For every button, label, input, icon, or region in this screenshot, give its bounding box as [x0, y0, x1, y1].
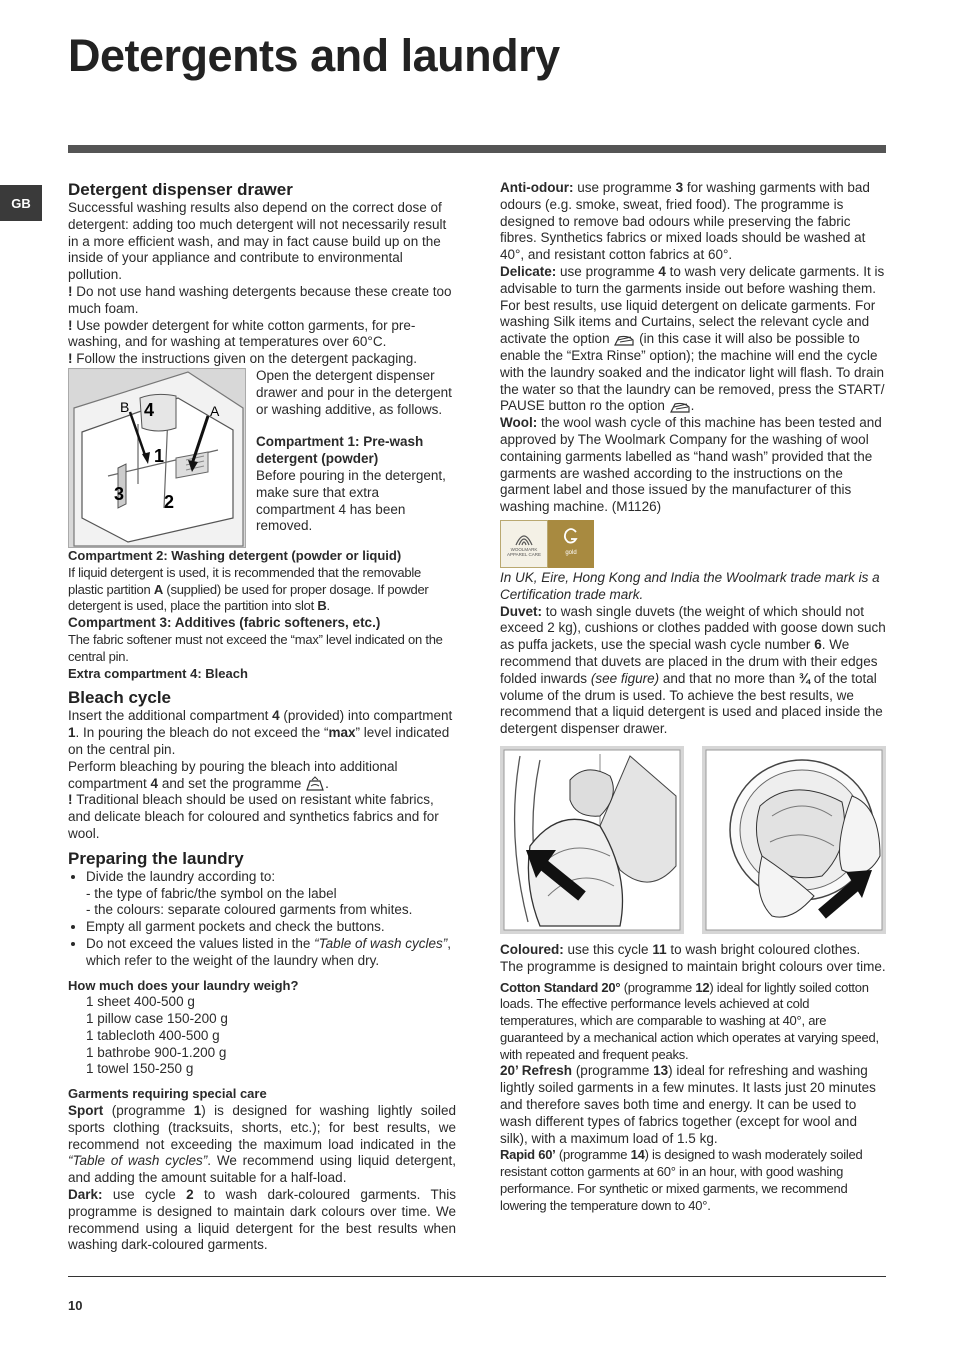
cotton-standard-text: Cotton Standard 20° (programme 12) ideal for lightly soiled cotton loads. The effective performance levels achieved at cold temperatures, which are comparable to washing at 40°, are guaranteed by a mechanical action which operates at varying speed, with repeated and frequent peaks. [500, 979, 879, 1062]
right-column [500, 180, 886, 1215]
coloured-text: Coloured: use this cycle 11 to wash bright coloured clothes. The programme is designed to maintain bright colours over time. [500, 941, 886, 974]
compartment-2-text: If liquid detergent is used, it is recommended that the removable plastic partition A (supplied) be used for proper dosage. If powder detergent is used, place the partition into slot B. [68, 564, 429, 614]
dispenser-figure-block [68, 368, 456, 548]
page-number: 10 [68, 1298, 83, 1313]
label-4: 4 [144, 399, 155, 420]
weight-item: 1 sheet 400-500 g [86, 994, 195, 1010]
list-item: • Empty all garment pockets and check the buttons. [86, 919, 456, 936]
special-care-heading: Garments requiring special care [68, 1086, 267, 1102]
list-item: • Do not exceed the values listed in the “Table of wash cycles”, which refer to the weight of the laundry when dry. [86, 936, 456, 970]
compartment-3-heading: Compartment 3: Additives (fabric softeners, etc.) [68, 615, 381, 631]
rapid-text: Rapid 60’ (programme 14) is designed to wash moderately soiled resistant cotton garments at 60° in an hour, with good washing performance. For synthetic or mixed garments, we recommend lowering the temperature down to 40°. [500, 1147, 863, 1213]
silk-option-icon [613, 333, 635, 347]
list-item: • Divide the laundry according to: - the type of fabric/the symbol on the label - the colours: separate coloured garments from whites. [86, 869, 456, 919]
dark-text: Dark: use cycle 2 to wash dark-coloured garments. This programme is designed to maintain dark colours over time. We recommend using a liquid detergent for the best results when washing dark-coloured garments. [68, 1187, 456, 1253]
sport-text: Sport (programme 1) is designed for washing lightly soiled sports clothing (tracksuits, shorts, etc.); for best results, we recommend not exceeding the maximum load indicated in the “Table of wash cycles”. We recommend using liquid detergent, and adding the amount suitable for a half-load. [68, 1103, 456, 1186]
compartment-3-text: The fabric softener must not exceed the “max” level indicated on the central pin. [68, 631, 443, 664]
dispenser-intro: Successful washing results also depend on the correct dose of detergent: adding too much detergent will not necessarily result in a more efficient wash, and may in fact cause build up on the inside of your appliance and contribute to environmental pollution. [68, 200, 447, 283]
delicate-text: Delicate: use programme 4 to wash very delicate garments. It is advisable to turn the garments inside out before washing them. For best results, use liquid detergent on delicate garments. For washing Silk items and Curtains, select the relevant cycle and activate the option (in this case it will also be possible to enable the “Extra Rinse” option); the machine will end the cycle with the laundry soaked and the indicator light will flash. To drain the water so that the laundry can be removed, press the START/ PAUSE button ro the option . [500, 263, 885, 414]
anti-odour-text: Anti-odour: use programme 3 for washing garments with bad odours (e.g. smoke, sweat, fried food). The programme is designed to remove bad odours while preserving the fabric fibres. Synthetics fabrics or mixed loads should be washed at 40°, and resistant cotton fabrics at 60°. [500, 180, 870, 263]
header-rule [68, 145, 886, 153]
left-column [68, 180, 456, 1254]
silk-option-icon [669, 400, 691, 414]
compartment-1-heading: Compartment 1: Pre-wash detergent (powder) [256, 434, 424, 467]
duvet-figure-left [500, 746, 684, 934]
gold-label: gold [565, 549, 577, 556]
woolmark-logo [500, 520, 594, 566]
weight-item: 1 pillow case 150-200 g [86, 1011, 228, 1027]
bleach-text-2: Perform bleaching by pouring the bleach into additional compartment 4 and set the programme . [68, 758, 398, 791]
label-1: 1 [154, 445, 165, 466]
compartment-1-text: Before pouring in the detergent, make sure that extra compartment 4 has been removed. [256, 467, 446, 534]
label-a: A [210, 402, 220, 419]
preparing-heading: Preparing the laundry [68, 848, 244, 868]
bleach-warning: ! Traditional bleach should be used on resistant white fabrics, and delicate bleach for coloured and synthetics fabrics and for wool. [68, 792, 439, 841]
duvet-text: Duvet: to wash single duvets (the weight of which should not exceed 2 kg), cushions or clothes padded with goose down such as puffa jackets, use the special wash cycle number 6. We recommend that duvets are placed in the drum with their edges folded inwards (see figure) and that no more than ¾ of the total volume of the drum is used. To achieve the best results, we recommend that a liquid detergent is used and placed inside the detergent dispenser drawer. [500, 603, 886, 737]
weight-item: 1 towel 150-250 g [86, 1061, 194, 1077]
compartment-4-heading: Extra compartment 4: Bleach [68, 665, 248, 681]
dispenser-drawer-figure [68, 368, 246, 548]
bleach-programme-icon [305, 776, 325, 792]
label-3: 3 [114, 483, 125, 504]
warning-2: ! Use powder detergent for white cotton garments, for pre-washing, and for washing at temperatures over 60°C. [68, 317, 416, 350]
duvet-figure-right [702, 746, 886, 934]
warning-3: ! Follow the instructions given on the detergent packaging. [68, 351, 417, 367]
compartment-2-heading: Compartment 2: Washing detergent (powder or liquid) [68, 547, 402, 563]
weigh-heading: How much does your laundry weigh? [68, 977, 299, 993]
woolmark-note: In UK, Eire, Hong Kong and India the Woolmark trade mark is a Certification trade mark. [500, 569, 880, 602]
weight-item: 1 bathrobe 900-1.200 g [86, 1044, 227, 1060]
weights-list [68, 994, 456, 1078]
duvet-figures [500, 746, 886, 934]
figure-intro: Open the detergent dispenser drawer and pour in the detergent or washing additive, as follows. [256, 367, 452, 417]
refresh-text: 20’ Refresh (programme 13) ideal for refreshing and washing lightly soiled garments in a few minutes. It lasts just 20 minutes and therefore saves both time and energy. It can be used to wash different types of fabrics together (except for wool and silk), with a maximum load of 1.5 kg. [500, 1063, 876, 1146]
gold-logo-icon [562, 527, 580, 545]
language-tab: GB [0, 185, 42, 221]
footer-rule [68, 1276, 886, 1277]
woolmark-wordmark: WOOLMARK APPAREL CARE [506, 546, 541, 557]
warning-1: ! Do not use hand washing detergents because these create too much foam. [68, 283, 452, 316]
label-2: 2 [164, 491, 175, 512]
woolmark-icon [514, 531, 534, 547]
page-title: Detergents and laundry [68, 30, 560, 81]
dispenser-heading: Detergent dispenser drawer [68, 180, 293, 199]
bleach-heading: Bleach cycle [68, 688, 172, 708]
label-b: B [120, 398, 130, 415]
wool-text: Wool: the wool wash cycle of this machine has been tested and approved by The Woolmark Company for the washing of wool containing garments labelled as “hand wash” provided that the garments are washed according to the instructions on the garment label and those issued by the manufacturer of this washing machine. (M1126) [500, 415, 882, 515]
bleach-text-1: Insert the additional compartment 4 (provided) into compartment 1. In pouring the bleach do not exceed the “max” level indicated on the central pin. [68, 708, 453, 757]
weight-item: 1 tablecloth 400-500 g [86, 1027, 220, 1043]
preparing-list [68, 869, 456, 970]
